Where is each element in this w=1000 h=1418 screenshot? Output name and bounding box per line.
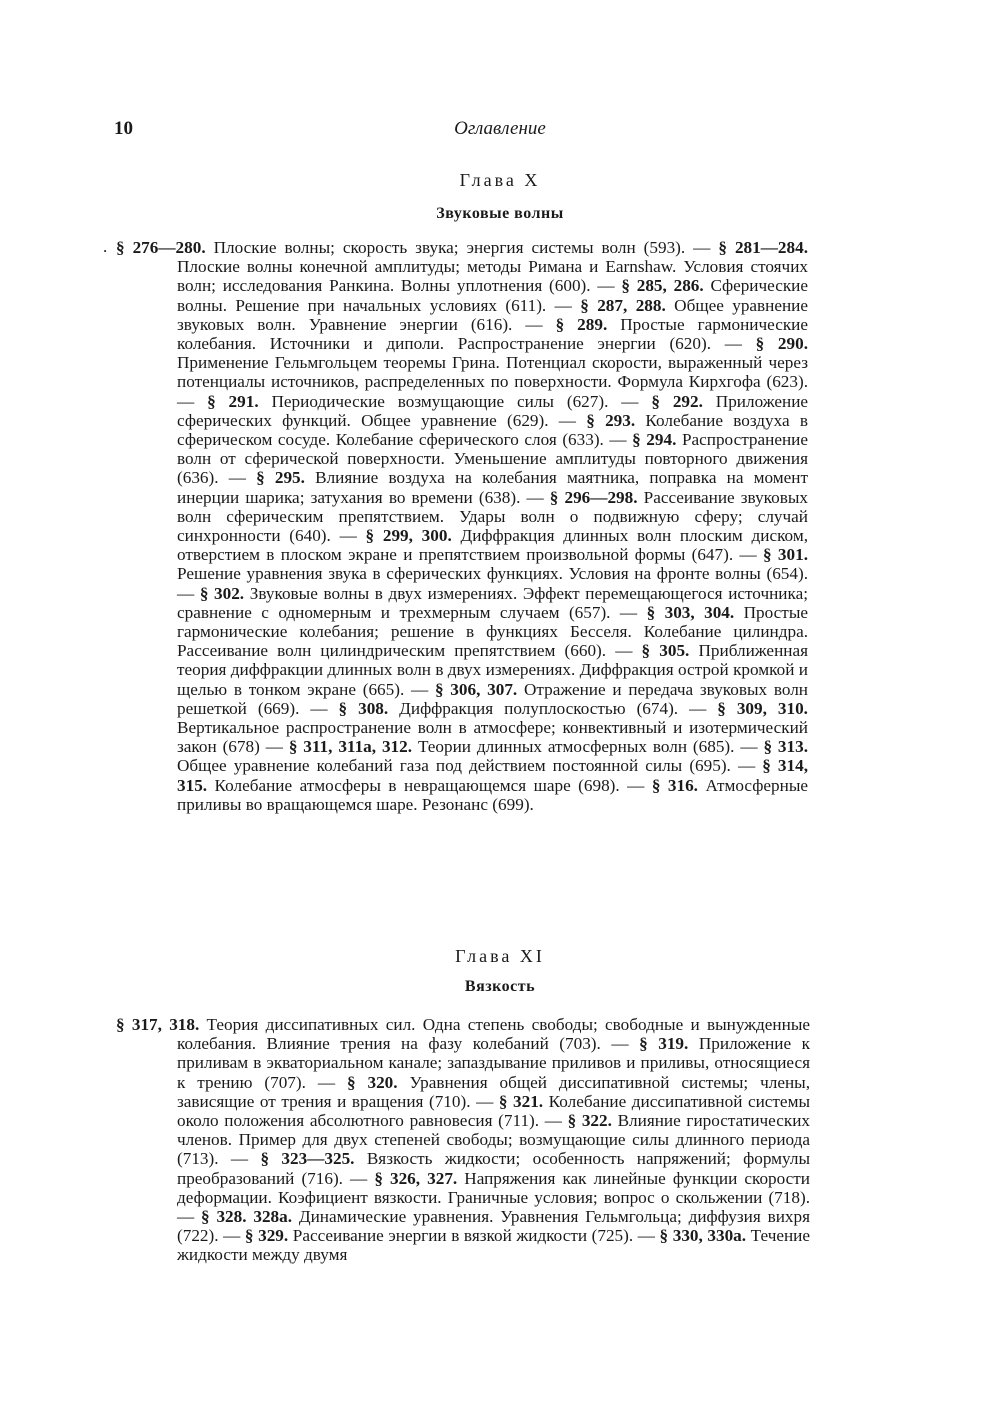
margin-dot: . <box>103 237 108 256</box>
section-ref: § 329. <box>244 1226 289 1246</box>
entry-text: Распространение волн от сферической поверхности. Уменьшение амплитуды повторного движения (636). — <box>177 430 808 488</box>
section-ref: § 296—298. <box>549 487 638 507</box>
section-ref: § 305. <box>641 641 690 661</box>
entry-text: Колебание воздуха в сферическом сосуде. Колебание сферического слоя (633). — <box>177 410 808 450</box>
section-ref: § 301. <box>763 545 809 565</box>
section-ref: § 281—284. <box>718 238 809 257</box>
section-ref: § 316. <box>651 775 698 795</box>
section-ref: § 321. <box>498 1091 544 1111</box>
section-ref: § 309, 310. <box>717 698 808 718</box>
entry-text: Плоские волны конечной амплитуды; методы Римана и Earnshaw. Условия стоячих волн; исследования Ранкина. Волны уплотнения (600). — <box>177 257 808 296</box>
section-ref: § 276—280. <box>116 238 206 257</box>
entry-text: Отражение и передача звуковых волн решеткой (669). — <box>177 679 809 718</box>
chapter-10-label: Глава X <box>459 170 541 190</box>
section-ref: § 314, 315. <box>177 756 809 795</box>
entry-text: Колебание диссипативной системы около положения абсолютного равновесия (711). — <box>177 1091 810 1131</box>
entry-text: Сферические волны. Решение при начальных условиях (611). — <box>177 276 809 315</box>
entry-text: Общее уравнение звуковых волн. Уравнение энергии (616). — <box>177 295 809 334</box>
section-ref: § 322. <box>567 1111 612 1131</box>
entry-text: Течение жидкости между двумя <box>177 1226 810 1265</box>
entry-text: Напряжения как линейные функции скорости деформации. Коэфициент вязкости. Граничные условия; вопрос о скольжении (718). — <box>177 1168 811 1227</box>
section-ref: § 294. <box>632 430 677 450</box>
chapter-11-label: Глава XI <box>455 946 545 966</box>
section-ref: § 295. <box>256 468 305 488</box>
section-ref: § 320. <box>346 1072 398 1092</box>
section-ref: § 330, 330а. <box>659 1226 747 1246</box>
section-ref: § 319. <box>639 1034 689 1054</box>
section-ref: § 326, 327. <box>374 1168 458 1188</box>
entry-text: Теория диссипативных сил. Одна степень свободы; свободные и вынужденные колебания. Влияние трения на фазу колебаний (703). — <box>177 1015 811 1054</box>
section-ref: § 308. <box>338 698 389 718</box>
section-ref: § 287, 288. <box>580 295 666 315</box>
chapter-11-title: Вязкость <box>464 978 536 995</box>
entry-text: Вязкость жидкости; особенность напряжений; формулы преобразований (716). — <box>177 1149 811 1188</box>
chapter-10-title: Звуковые волны <box>436 205 564 222</box>
page-number: 10 <box>114 118 133 139</box>
section-ref: § 302. <box>199 583 245 603</box>
entry-text: Влияние воздуха на колебания маятника, поправка на момент инерции шарика; затухания во времени (638). — <box>177 468 809 507</box>
entry-text: Диффракция полуплоскостью (674). — <box>388 698 718 718</box>
entry-text: Колебание атмосферы в невращающемся шаре (698). — <box>207 775 652 795</box>
section-ref: § 292. <box>651 391 703 411</box>
section-ref: § 289. <box>555 314 608 334</box>
running-title: Оглавление <box>454 118 546 139</box>
entry-text: Теории длинных атмосферных волн (685). — <box>412 737 764 757</box>
section-ref: § 285, 286. <box>621 276 704 296</box>
entry-text: Диффракция длинных волн плоским диском, отверстием в плоском экране и препятствием произвольной формы (647). — <box>177 526 808 565</box>
entry-text: Общее уравнение колебаний газа под действием постоянной силы (695). — <box>177 756 763 776</box>
section-ref: § 293. <box>586 410 636 430</box>
running-head <box>0 118 1000 144</box>
section-ref: § 290. <box>755 334 808 354</box>
entry-text: Рассеивание звуковых волн сферическим препятствием. Удары волн о подвижную сферу; случай синхронности (640). — <box>177 487 808 546</box>
entry-text: Применение Гельмгольцем теоремы Грина. Потенциал скорости, выраженный через потенциалы источников, распределенных по поверхности. Формула Кирхгофа (623). — <box>177 353 808 411</box>
entry-text: Рассеивание энергии в вязкой жидкости (725). — <box>288 1226 660 1246</box>
entry-text: Периодические возмущающие силы (627). — <box>258 391 652 411</box>
entry-text: Решение уравнения звука в сферических функциях. Условия на фронте волны (654). — <box>177 564 808 603</box>
entry-text: Простые гармонические колебания. Источники и диполи. Распространение энергии (620). — <box>177 314 809 354</box>
entry-text: Звуковые волны в двух измерениях. Эффект перемещающегося источника; сравнение с одномерным и трехмерным случаем (657). — <box>177 583 808 622</box>
entry-text: Приближенная теория диффракции длинных волн в двух измерениях. Диффракция острой кромкой и щелью в тонком экране (665). — <box>177 641 808 699</box>
chapter-10-contents <box>116 238 809 814</box>
section-ref: § 328. 328а. <box>201 1207 293 1227</box>
section-ref: § 291. <box>207 391 259 411</box>
entry-text: Вертикальное распространение волн в атмосфере; конвективный и изотермический закон (678) — <box>177 718 808 757</box>
section-ref: § 299, 300. <box>365 526 452 546</box>
section-ref: § 303, 304. <box>646 602 735 622</box>
section-ref: § 313. <box>763 737 809 757</box>
entry-text: Простые гармонические колебания; решение в функциях Бесселя. Колебание цилиндра. Рассеивание волн цилиндрическим препятствием (660). — <box>177 602 808 661</box>
section-ref: § 323—325. <box>260 1149 355 1169</box>
entry-text: Плоские волны; скорость звука; энергия системы волн (593). — <box>205 238 719 257</box>
entry-text: Уравнения общей диссипативной системы; члены, зависящие от трения и вращения (710). — <box>177 1072 810 1111</box>
entry-text: Динамические уравнения. Уравнения Гельмгольца; диффузия вихря (722). — <box>177 1207 810 1246</box>
section-ref: § 317, 318. <box>116 1015 200 1034</box>
chapter-11-contents <box>116 1015 811 1265</box>
section-ref: § 311, 311а, 312. <box>288 737 413 757</box>
entry-text: Влияние гиростатических членов. Пример для двух степеней свободы; возмущающие силы длинного периода (713). — <box>177 1111 810 1169</box>
entry-text: Атмосферные приливы во вращающемся шаре. Резонанс (699). <box>177 775 808 814</box>
entry-text: Приложение сферических функций. Общее уравнение (629). — <box>177 391 809 430</box>
entry-text: Приложение к приливам в экваториальном канале; запаздывание приливов и приливы, относящиеся к трению (707). — <box>177 1034 811 1092</box>
section-ref: § 306, 307. <box>434 679 518 699</box>
